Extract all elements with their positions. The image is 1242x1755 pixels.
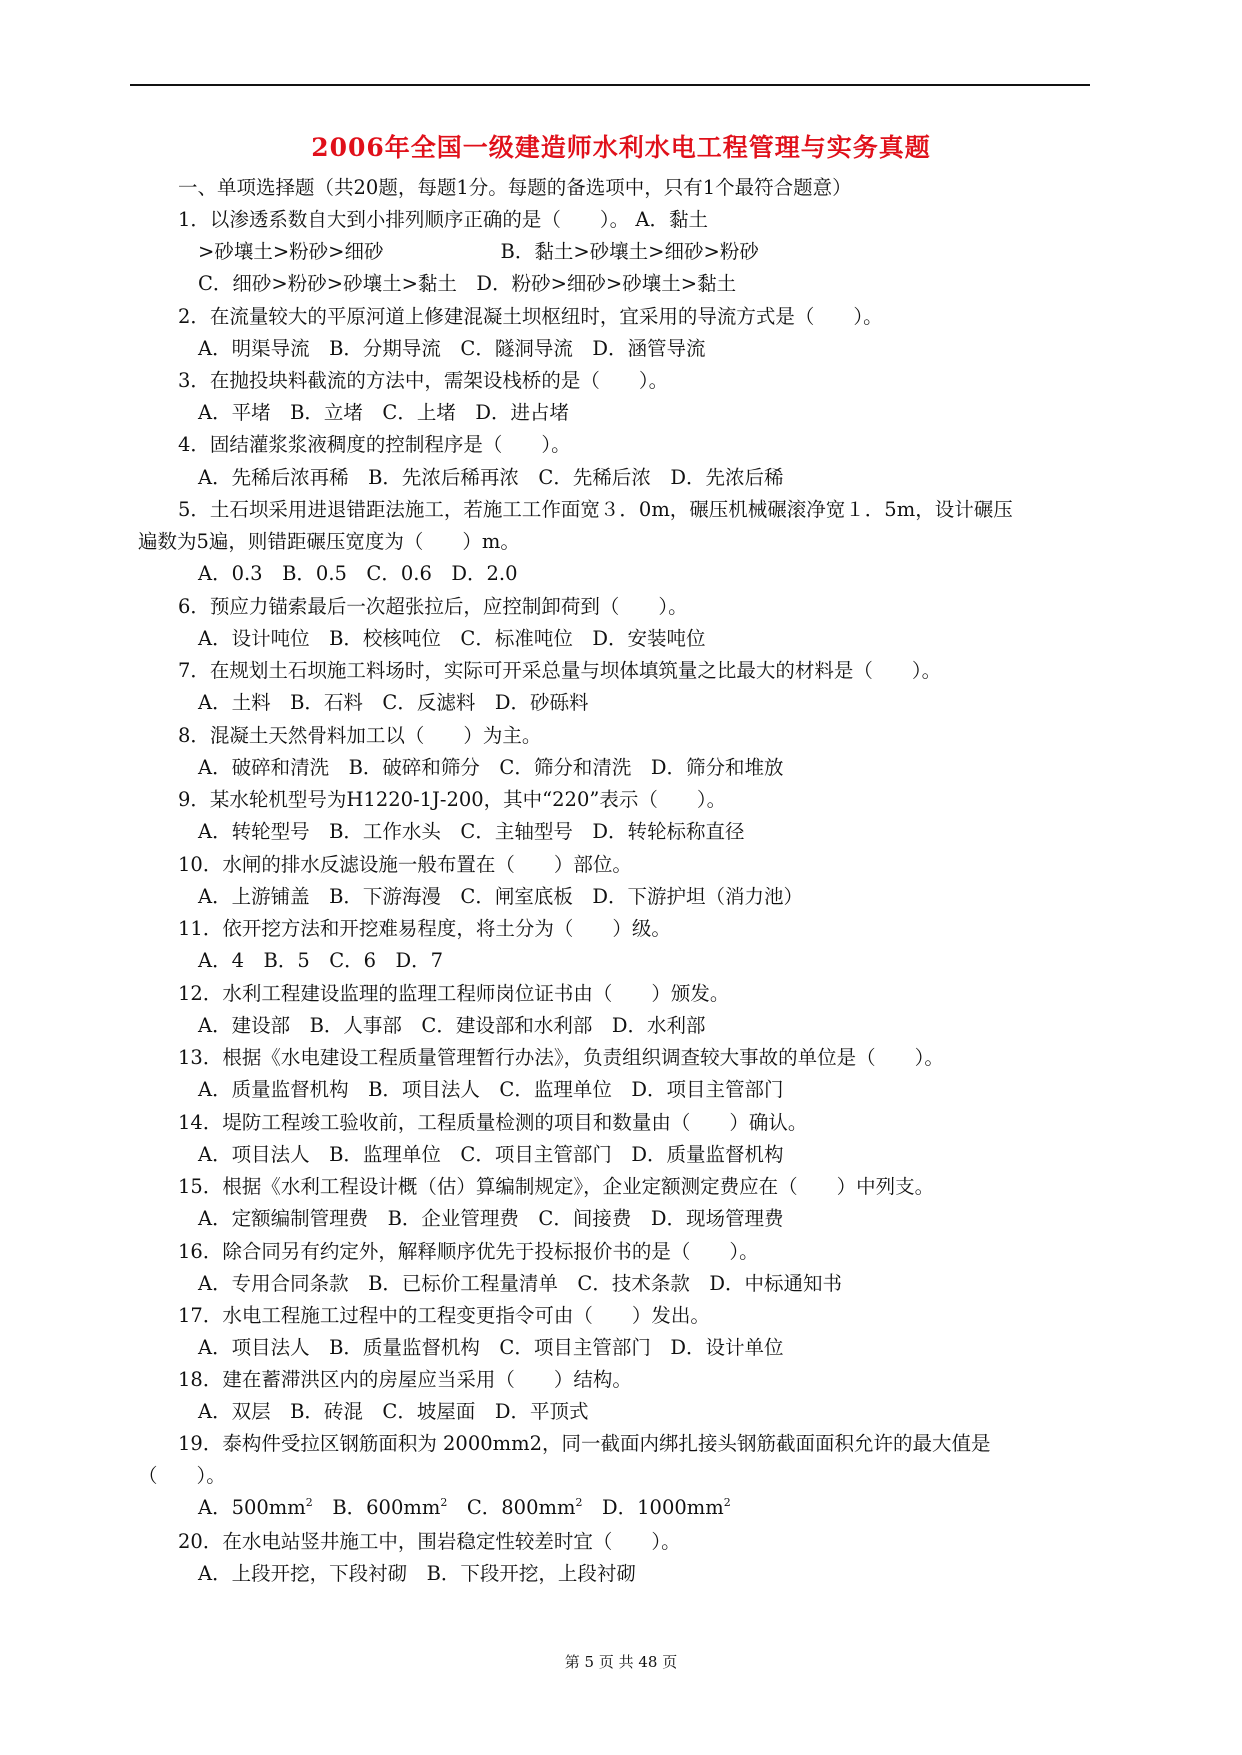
q19-option-c: C．800mm: [466, 1496, 576, 1519]
question-10: 10．水闸的排水反滤设施一般布置在（ ）部位。: [178, 853, 632, 876]
question-4: 4．固结灌浆浆液稠度的控制程序是（ ）。: [178, 433, 571, 456]
question-8-options: A．破碎和清洗 B．破碎和筛分 C．筛分和清洗 D．筛分和堆放: [198, 756, 784, 779]
question-9-options: A．转轮型号 B．工作水头 C．主轴型号 D．转轮标称直径: [198, 820, 745, 843]
page-footer: 第 5 页 共 48 页: [564, 1653, 678, 1671]
question-18: 18．建在蓄滞洪区内的房屋应当采用（ ）结构。: [178, 1368, 632, 1391]
question-11: 11．依开挖方法和开挖难易程度，将土分为（ ）级。: [178, 917, 671, 940]
question-19-options: [198, 1492, 731, 1524]
question-11-options: A．4 B．5 C．6 D．7: [198, 949, 444, 972]
question-6: 6．预应力锚索最后一次超张拉后，应控制卸荷到（ ）。: [178, 595, 688, 618]
question-15-options: A．定额编制管理费 B．企业管理费 C．间接费 D．现场管理费: [198, 1207, 784, 1230]
document-title: 2006年全国一级建造师水利水电工程管理与实务真题: [311, 133, 931, 162]
question-5-options: A．0.3 B．0.5 C．0.6 D．2.0: [198, 562, 518, 585]
question-2: 2．在流量较大的平原河道上修建混凝土坝枢纽时，宜采用的导流方式是（ ）。: [178, 305, 883, 328]
question-5: 5．土石坝采用进退错距法施工，若施工工作面宽３．0m，碾压机械碾滚净宽１．5m，设计碾压: [178, 498, 1013, 521]
question-5-continued: 遍数为5遍，则错距碾压宽度为（ ）m。: [138, 530, 520, 553]
question-17: 17．水电工程施工过程中的工程变更指令可由（ ）发出。: [178, 1304, 710, 1327]
question-7-options: A．土料 B．石料 C．反滤料 D．砂砾料: [198, 691, 589, 714]
section-heading: 一、单项选择题（共20题，每题1分。每题的备选项中，只有1个最符合题意）: [178, 176, 852, 199]
q19-option-a: A．500mm: [198, 1496, 306, 1519]
question-16: 16．除合同另有约定外，解释顺序优先于投标报价书的是（ ）。: [178, 1240, 759, 1263]
question-20: 20．在水电站竖井施工中，围岩稳定性较差时宜（ ）。: [178, 1530, 681, 1553]
question-1-options-c-d: C．细砂>粉砂>砂壤土>黏土 D．粉砂>细砂>砂壤土>黏土: [198, 272, 737, 295]
question-1-options-a-b: >砂壤土>粉砂>细砂 B．黏土>砂壤土>细砂>粉砂: [198, 240, 759, 263]
question-15: 15．根据《水利工程设计概（估）算编制规定》，企业定额测定费应在（ ）中列支。: [178, 1175, 935, 1198]
question-12: 12．水利工程建设监理的监理工程师岗位证书由（ ）颁发。: [178, 982, 730, 1005]
question-16-options: A．专用合同条款 B．已标价工程量清单 C．技术条款 D．中标通知书: [198, 1272, 842, 1295]
question-14: 14．堤防工程竣工验收前，工程质量检测的项目和数量由（ ）确认。: [178, 1111, 808, 1134]
question-1: 1．以渗透系数自大到小排列顺序正确的是（ ）。 A．黏土: [178, 208, 708, 231]
question-8: 8．混凝土天然骨料加工以（ ）为主。: [178, 724, 542, 747]
question-20-options: A．上段开挖，下段衬砌 B．下段开挖，上段衬砌: [198, 1562, 636, 1585]
question-4-options: A．先稀后浓再稀 B．先浓后稀再浓 C．先稀后浓 D．先浓后稀: [198, 466, 784, 489]
question-13: 13．根据《水电建设工程质量管理暂行办法》，负责组织调查较大事故的单位是（ ）。: [178, 1046, 944, 1069]
q19-option-c-exponent: 2: [575, 1496, 583, 1509]
question-7: 7．在规划土石坝施工料场时，实际可开采总量与坝体填筑量之比最大的材料是（ ）。: [178, 659, 942, 682]
question-10-options: A．上游铺盖 B．下游海漫 C．闸室底板 D．下游护坦（消力池）: [198, 885, 803, 908]
question-17-options: A．项目法人 B．质量监督机构 C．项目主管部门 D．设计单位: [198, 1336, 784, 1359]
question-19-continued: （ ）。: [138, 1464, 226, 1487]
question-9: 9．某水轮机型号为H1220-1J-200，其中“220”表示（ ）。: [178, 788, 727, 811]
question-12-options: A．建设部 B．人事部 C．建设部和水利部 D．水利部: [198, 1014, 706, 1037]
question-18-options: A．双层 B．砖混 C．坡屋面 D．平顶式: [198, 1400, 589, 1423]
question-3: 3．在抛投块料截流的方法中，需架设栈桥的是（ ）。: [178, 369, 669, 392]
question-3-options: A．平堵 B．立堵 C．上堵 D．进占堵: [198, 401, 569, 424]
q19-option-b: B．600mm: [332, 1496, 441, 1519]
question-13-options: A．质量监督机构 B．项目法人 C．监理单位 D．项目主管部门: [198, 1078, 784, 1101]
q19-option-b-exponent: 2: [440, 1496, 448, 1509]
question-14-options: A．项目法人 B．监理单位 C．项目主管部门 D．质量监督机构: [198, 1143, 784, 1166]
question-19: 19．泰构件受拉区钢筋面积为 2000mm2，同一截面内绑扎接头钢筋截面面积允许的最大值是: [178, 1432, 991, 1455]
question-6-options: A．设计吨位 B．校核吨位 C．标准吨位 D．安装吨位: [198, 627, 706, 650]
question-2-options: A．明渠导流 B．分期导流 C．隧洞导流 D．涵管导流: [198, 337, 706, 360]
q19-option-d: D．1000mm: [602, 1496, 724, 1519]
q19-option-d-exponent: 2: [723, 1496, 731, 1509]
q19-option-a-exponent: 2: [305, 1496, 313, 1509]
